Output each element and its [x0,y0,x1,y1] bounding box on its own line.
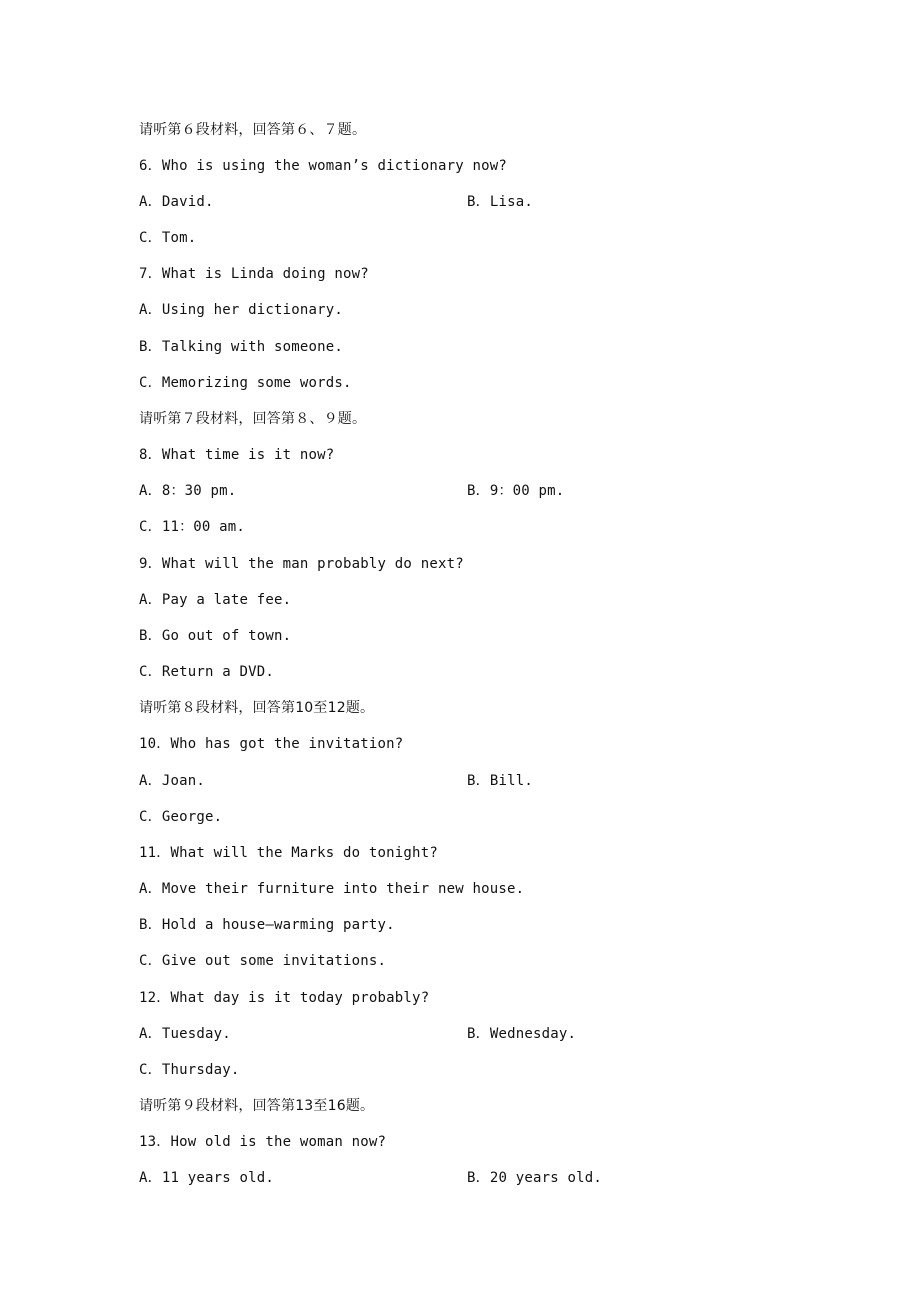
question-9-stem: 9．What will the man probably do next? [139,556,464,572]
question-11-option-a: A．Move their furniture into their new house. [139,881,525,897]
question-13-stem: 13．How old is the woman now? [139,1134,387,1150]
question-8-option-c: C．11：00 am. [139,519,246,535]
question-6-option-b: B．Lisa. [467,194,533,210]
question-7-option-c: C．Memorizing some words. [139,375,352,391]
question-11-option-b: B．Hold a house—warming party. [139,917,395,933]
question-9-option-b: B．Go out of town. [139,628,292,644]
question-9-option-c: C．Return a DVD. [139,664,275,680]
question-8-stem: 8．What time is it now? [139,447,335,463]
question-8-option-b: B．9：00 pm. [467,483,565,499]
section-8-instruction: 请听第８段材料，回答第10至12题。 [139,700,375,716]
question-13-option-b: B．20 years old. [467,1170,603,1186]
question-10-option-c: C．George. [139,809,223,825]
question-6-option-c: C．Tom. [139,230,197,246]
question-10-option-b: B．Bill. [467,773,533,789]
question-7-stem: 7．What is Linda doing now? [139,266,369,282]
question-12-option-b: B．Wednesday. [467,1026,577,1042]
question-7-option-a: A．Using her dictionary. [139,302,344,318]
question-11-stem: 11．What will the Marks do tonight? [139,845,438,861]
question-13-option-a: A．11 years old. [139,1170,275,1186]
question-6-stem: 6．Who is using the woman’s dictionary now? [139,158,507,174]
question-12-option-c: C．Thursday. [139,1062,240,1078]
question-9-option-a: A．Pay a late fee. [139,592,292,608]
question-6-option-a: A．David. [139,194,214,210]
section-7-instruction: 请听第７段材料，回答第８、９题。 [139,411,367,427]
section-6-instruction: 请听第６段材料，回答第６、７题。 [139,122,367,138]
section-9-instruction: 请听第９段材料，回答第13至16题。 [139,1098,375,1114]
question-10-stem: 10．Who has got the invitation? [139,736,404,752]
question-12-stem: 12．What day is it today probably? [139,990,430,1006]
question-7-option-b: B．Talking with someone. [139,339,344,355]
question-12-option-a: A．Tuesday. [139,1026,231,1042]
question-11-option-c: C．Give out some invitations. [139,953,387,969]
question-10-option-a: A．Joan. [139,773,205,789]
question-8-option-a: A．8：30 pm. [139,483,237,499]
